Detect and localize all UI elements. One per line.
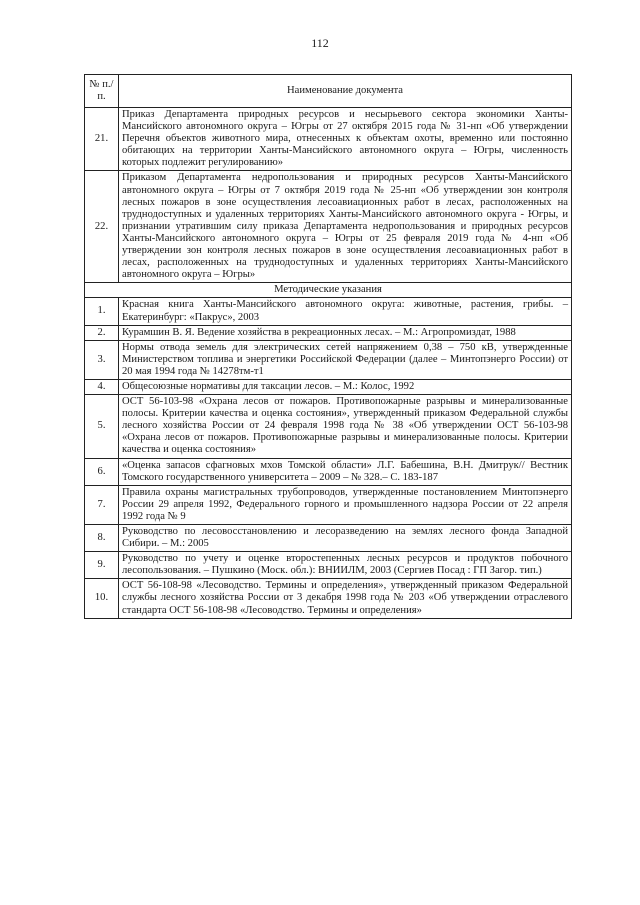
table-row [85,485,572,524]
row-document: Курамшин В. Я. Ведение хозяйства в рекреационных лесах. – М.: Агропромиздат, 1988 [119,325,572,340]
row-document: Руководство по учету и оценке второстепенных лесных ресурсов и продуктов побочного лесопользования. – Пушкино (Моск. обл.): ВНИИЛМ, 2003 (Сергиев Посад : ГП Загор. тип.) [119,552,572,579]
table-row [85,108,572,171]
row-number: 7. [85,485,119,524]
table-row [85,340,572,379]
row-number: 1. [85,298,119,325]
row-document: Руководство по лесовосстановлению и лесоразведению на землях лесного фонда Западной Сибири. – М.: 2005 [119,525,572,552]
table-row [85,395,572,458]
row-document: «Оценка запасов сфагновых мхов Томской области» Л.Г. Бабешина, В.Н. Дмитрук// Вестник Томского государственного университета – 2009 – № 328.– С. 183-187 [119,458,572,485]
row-document: Нормы отвода земель для электрических сетей напряжением 0,38 – 750 кВ, утвержденные Министерством топлива и энергетики Российской Федерации (далее – Минтопэнерго России) от 20 мая 1994 года № 14278тм-т1 [119,340,572,379]
row-number: 2. [85,325,119,340]
row-number: 6. [85,458,119,485]
section-row [85,283,572,298]
table-row [85,458,572,485]
row-document: ОСТ 56-108-98 «Лесоводство. Термины и определения», утвержденный приказом Федеральной службы лесного хозяйства России от 3 декабря 1998 года № 203 «Об утверждении отраслевого стандарта ОСТ 56-108-98 «Лесоводство. Термины и определения» [119,579,572,618]
row-number: 4. [85,379,119,394]
row-document: ОСТ 56-103-98 «Охрана лесов от пожаров. Противопожарные разрывы и минерализованные полосы. Критерии качества и оценка состояния», утвержденный приказом Федеральной службы лесного хозяйства России от 24 февраля 1998 года № 38 «Об утверждении ОСТ 56-103-98 «Охрана лесов от пожаров. Противопожарные разрывы и минерализованные полосы. Критерии качества и оценка состояния» [119,395,572,458]
row-document: Правила охраны магистральных трубопроводов, утвержденные постановлением Минтопэнерго России 29 апреля 1992, Федерального горного и промышленного надзора России от 22 апреля 1992 года № 9 [119,485,572,524]
table-row [85,379,572,394]
header-document-title: Наименование документа [119,75,572,108]
row-number: 5. [85,395,119,458]
row-document: Общесоюзные нормативы для таксации лесов. – М.: Колос, 1992 [119,379,572,394]
table-row [85,171,572,283]
row-number: 22. [85,171,119,283]
row-document: Красная книга Ханты-Мансийского автономного округа: животные, растения, грибы. – Екатеринбург: «Пакрус», 2003 [119,298,572,325]
row-document: Приказом Департамента недропользования и природных ресурсов Ханты-Мансийского автономного округа – Югры от 7 октября 2019 года № 25-нп «Об утверждении зон контроля лесных пожаров в зоне осуществления лесоавиационных работ в лесах, расположенных на труднодоступных и удаленных территориях Ханты-Мансийского автономного округа - Югры, и признании утратившим силу приказа Департамента недропользования и природных ресурсов Ханты-Мансийского автономного округа – Югры от 25 февраля 2019 года № 4-нп «Об утверждении зон контроля лесных пожаров в зоне осуществления лесоавиационных работ в лесах, расположенных на труднодоступных и удаленных территориях Ханты-Мансийского автономного округа – Югры» [119,171,572,283]
table-row [85,325,572,340]
table-row [85,298,572,325]
table-row [85,552,572,579]
header-number: № п./п. [85,75,119,108]
documents-table [84,74,572,619]
table-row [85,579,572,618]
table-row [85,525,572,552]
page-number: 112 [311,36,329,50]
row-document: Приказ Департамента природных ресурсов и несырьевого сектора экономики Ханты-Мансийского автономного округа – Югры от 27 октября 2015 года № 31-нп «Об утверждении Перечня объектов животного мира, отнесенных к объектам охоты, временно или постоянно обитающих на территории Ханты-Мансийского автономного округа – Югры, численность которых подлежит регулированию» [119,108,572,171]
table-header-row [85,75,572,108]
row-number: 10. [85,579,119,618]
row-number: 8. [85,525,119,552]
row-number: 9. [85,552,119,579]
row-number: 21. [85,108,119,171]
section-title: Методические указания [85,283,572,298]
row-number: 3. [85,340,119,379]
